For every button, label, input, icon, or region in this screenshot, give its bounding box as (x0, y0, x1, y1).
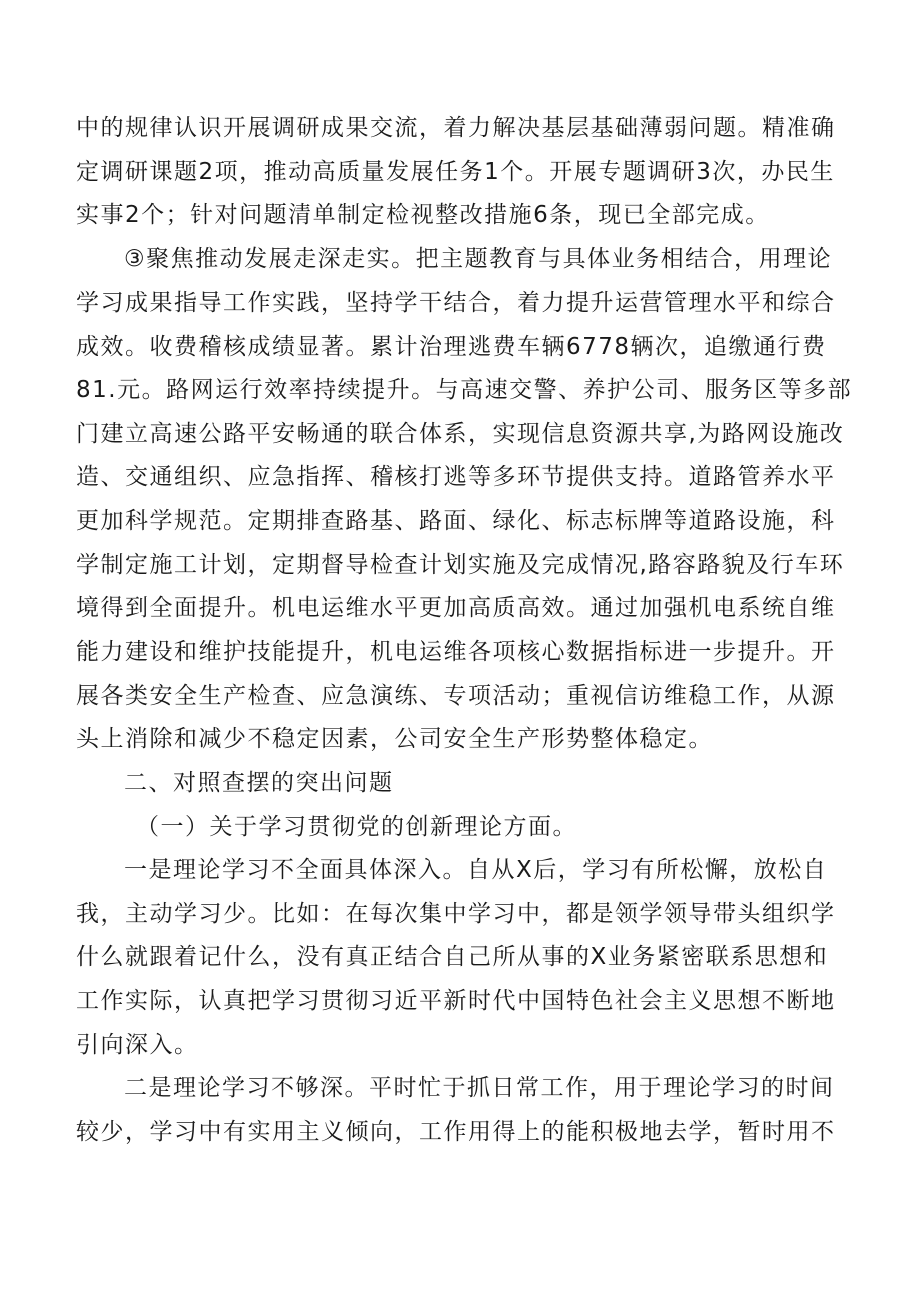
text-line: 实事2个；针对问题清单制定检视整改措施6条，现已全部完成。 (76, 202, 770, 228)
text-line: 展各类安全生产检查、应急演练、专项活动；重视信访维稳工作，从源 (76, 683, 836, 709)
text-line: 成效。收费稽核成绩显著。累计治理逃费车辆6778辆次，追缴通行费 (76, 334, 827, 360)
text-line: 我，主动学习少。比如：在每次集中学习中，都是领学领导带头组织学 (76, 901, 836, 927)
text-line: 较少，学习中有实用主义倾向，工作用得上的能积极地去学，暂时用不 (76, 1119, 836, 1145)
text-line: 境得到全面提升。机电运维水平更加高质高效。通过加强机电系统自维 (76, 595, 836, 621)
text-line: 什么就跟着记什么，没有真正结合自己所从事的X业务紧密联系思想和 (76, 944, 829, 970)
text-line: 学制定施工计划，定期督导检查计划实施及完成情况,路容路貌及行车环 (76, 552, 845, 578)
text-line: 门建立高速公路平安畅通的联合体系，实现信息资源共享,为路网设施改 (76, 421, 845, 447)
text-line: 引向深入。 (76, 1032, 199, 1058)
text-line: 81.元。路网运行效率持续提升。与高速交警、养护公司、服务区等多部 (76, 377, 853, 403)
text-line: 工作实际，认真把学习贯彻习近平新时代中国特色社会主义思想不断地 (76, 988, 836, 1014)
text-line: 二是理论学习不够深。平时忙于抓日常工作，用于理论学习的时间 (124, 1075, 835, 1101)
subsection-heading: （一）关于学习贯彻党的创新理论方面。 (136, 814, 577, 840)
text-line: ③聚焦推动发展走深走实。把主题教育与具体业务相结合，用理论 (124, 246, 833, 272)
text-line: 头上消除和减少不稳定因素，公司安全生产形势整体稳定。 (76, 726, 713, 752)
text-line: 造、交通组织、应急指挥、稽核打逃等多环节提供支持。道路管养水平 (76, 464, 836, 490)
text-line: 中的规律认识开展调研成果交流，着力解决基层基础薄弱问题。精准确 (76, 115, 836, 141)
text-line: 定调研课题2项，推动高质量发展任务1个。开展专题调研3次，办民生 (76, 159, 835, 185)
text-line: 一是理论学习不全面具体深入。自从X后，学习有所松懈，放松自 (124, 857, 828, 883)
text-line: 学习成果指导工作实践，坚持学干结合，着力提升运营管理水平和综合 (76, 290, 836, 316)
text-line: 更加科学规范。定期排查路基、路面、绿化、标志标牌等道路设施，科 (76, 508, 836, 534)
text-line: 能力建设和维护技能提升，机电运维各项核心数据指标进一步提升。开 (76, 639, 836, 665)
section-heading: 二、对照查摆的突出问题 (124, 770, 394, 796)
